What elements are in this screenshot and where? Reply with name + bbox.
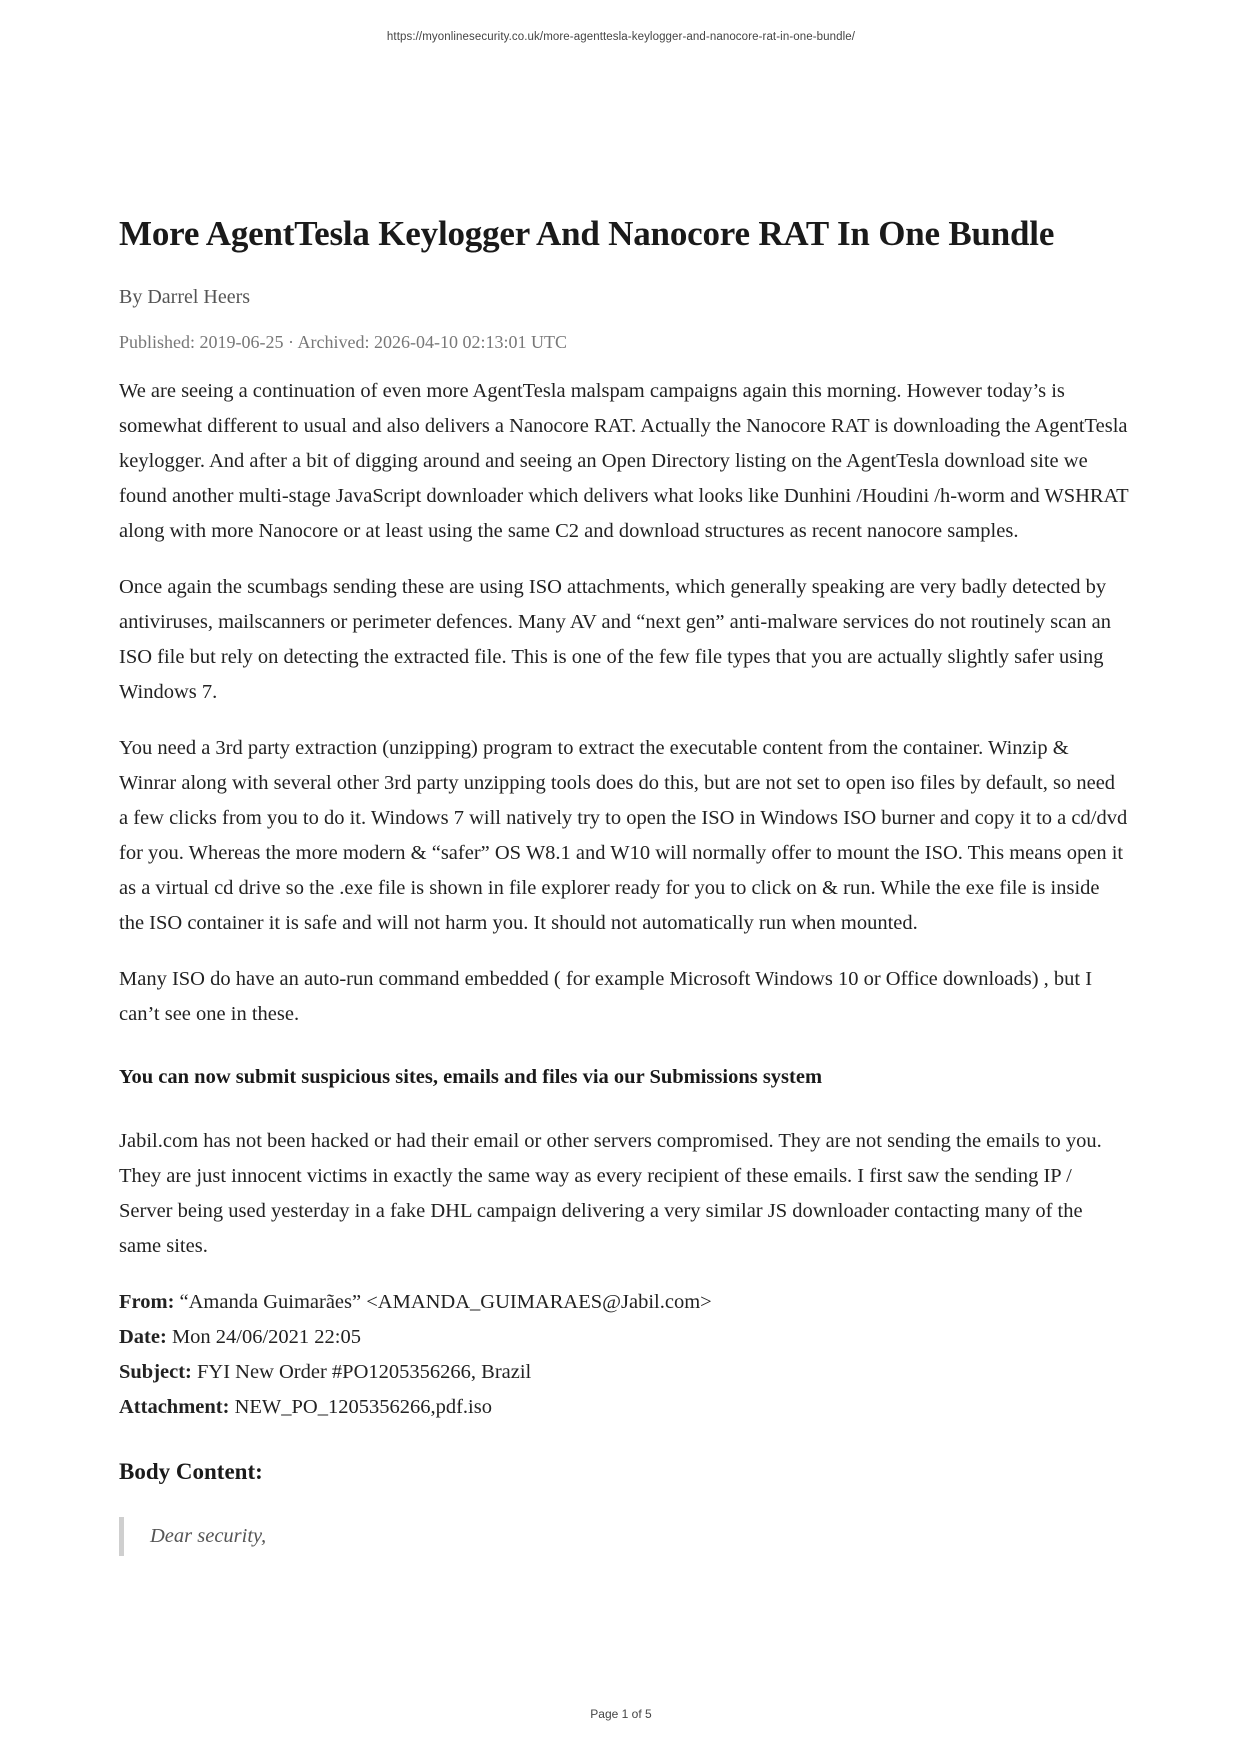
article [119, 212, 1129, 1556]
publish-dates: Published: 2019-06-25 · Archived: 2026-04-10 02:13:01 UTC [119, 332, 567, 352]
paragraph-iso-attachments: Once again the scumbags sending these are using ISO attachments, which generally speaking are very badly detected by antiviruses, mailscanners or perimeter defences. Many AV and “next gen” anti-malware services do not routinely scan an ISO file but rely on detecting the extracted file. This is one of the few file types that you are actually slightly safer using Windows 7. [119, 576, 1112, 703]
header-subject-label: Subject: [119, 1361, 192, 1383]
header-from [119, 1285, 1129, 1320]
header-date [119, 1320, 1129, 1355]
byline: By Darrel Heers [119, 286, 251, 308]
header-date-value: Mon 24/06/2021 22:05 [171, 1326, 362, 1348]
header-date-label: Date: [119, 1326, 167, 1348]
paragraph-autorun: Many ISO do have an auto-run command embedded ( for example Microsoft Windows 10 or Office downloads) , but I can’t see one in these. [119, 968, 1093, 1025]
header-from-value: “Amanda Guimarães” <AMANDA_GUIMARAES@Jabil.com> [179, 1291, 712, 1313]
header-attachment [119, 1390, 1129, 1425]
header-subject-value: FYI New Order #PO1205356266, Brazil [197, 1361, 532, 1383]
page-url: https://myonlinesecurity.co.uk/more-agenttesla-keylogger-and-nanocore-rat-in-one-bundle/ [386, 31, 856, 43]
paragraph-intro: We are seeing a continuation of even more AgentTesla malspam campaigns again this morning. However today’s is somewhat different to usual and also delivers a Nanocore RAT. Actually the Nanocore RAT is downloading the AgentTesla keylogger. And after a bit of digging around and seeing an Open Directory listing on the AgentTesla download site we found another multi-stage JavaScript downloader which delivers what looks like Dunhini /Houdini /h-worm and WSHRAT along with more Nanocore or at least using the same C2 and download structures as recent nanocore samples. [119, 380, 1129, 542]
paragraph-jabil: Jabil.com has not been hacked or had their email or other servers compromised. They are not sending the emails to you. They are just innocent victims in exactly the same way as every recipient of these emails. I first saw the sending IP / Server being used yesterday in a fake DHL campaign delivering a very similar JS downloader contacting many of the same sites. [119, 1130, 1102, 1257]
body-content-heading: Body Content: [119, 1459, 263, 1484]
article-title: More AgentTesla Keylogger And Nanocore RAT In One Bundle [119, 214, 1055, 253]
paragraph-extraction: You need a 3rd party extraction (unzipping) program to extract the executable content from the container. Winzip & Winrar along with several other 3rd party unzipping tools does do this, but are not set to open iso files by default, so need a few clicks from you to do it. Windows 7 will natively try to open the ISO in Windows ISO burner and copy it to a cd/dvd for you. Whereas the more modern & “safer” OS W8.1 and W10 will normally offer to mount the ISO. This means open it as a virtual cd drive so the .exe file is shown in file explorer ready for you to click on & run. While the exe file is inside the ISO container it is safe and will not harm you. It should not automatically run when mounted. [119, 737, 1128, 934]
submissions-callout: You can now submit suspicious sites, emails and files via our Submissions system [119, 1066, 823, 1088]
header-attachment-label: Attachment: [119, 1396, 230, 1418]
header-from-label: From: [119, 1291, 175, 1313]
header-attachment-value: NEW_PO_1205356266,pdf.iso [234, 1396, 492, 1418]
email-headers [119, 1285, 1129, 1425]
header-subject [119, 1355, 1129, 1390]
page-footer: Page 1 of 5 [590, 1707, 652, 1721]
email-body-quote: Dear security, [119, 1517, 1129, 1556]
